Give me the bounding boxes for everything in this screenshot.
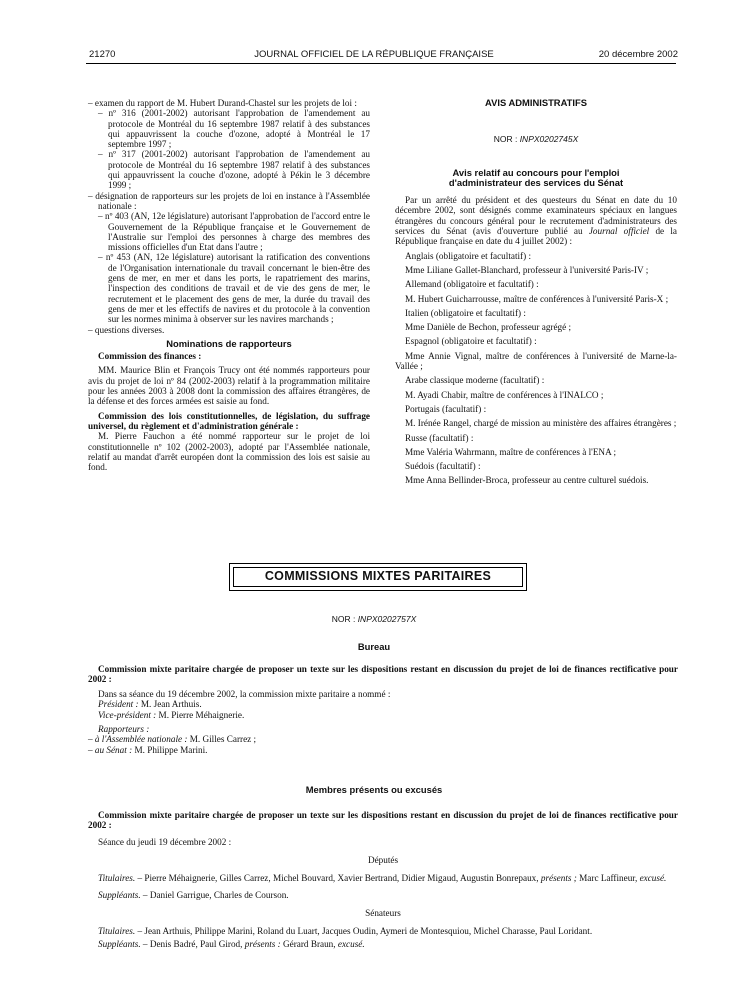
membres-heading: Membres présents ou excusés	[305, 784, 443, 795]
agenda-item-questions: – questions diverses.	[88, 324, 165, 335]
deputes-suppleants-label: Suppléants.	[98, 890, 141, 901]
examiner-language: Suédois (facultatif) :	[405, 461, 481, 472]
cmp-nor-label: NOR :	[331, 614, 358, 624]
cmp-nor	[0, 614, 748, 624]
header-rule	[86, 63, 676, 64]
deputes-excuse-label: excusé.	[639, 872, 667, 883]
nor-value: INPX0202745X	[519, 134, 579, 145]
bureau-commission-title: Commission mixte paritaire chargée de proposer un texte sur les dispositions restant en discussion du projet de loi de finances rectificative pour 2002 :	[88, 664, 678, 685]
deputes-titulaires	[88, 873, 678, 883]
president-name: M. Jean Arthuis.	[138, 699, 202, 710]
agenda-item-designation: – désignation de rapporteurs sur les projets de loi en instance à l'Assemblée nationale :	[88, 190, 370, 211]
examiner-person: Mme Danièle de Bechon, professeur agrégé ;	[405, 322, 572, 333]
president-line	[88, 699, 678, 709]
cmp-nor-value: INPX0202757X	[357, 614, 417, 624]
header-date: 20 décembre 2002	[598, 49, 678, 60]
examiner-person: M. Irénée Rangel, chargé de mission au ministère des affaires étrangères ;	[405, 418, 677, 429]
examiner-person: Mme Valéria Wahrmann, maître de conférences à l'ENA ;	[405, 446, 617, 457]
page-number: 21270	[89, 49, 116, 60]
left-column	[88, 98, 370, 472]
seance-line: Séance du jeudi 19 décembre 2002 :	[98, 836, 232, 847]
agenda-item-examen: – examen du rapport de M. Hubert Durand-Chastel sur les projets de loi :	[88, 98, 357, 108]
journal-title: JOURNAL OFFICIEL DE LA RÉPUBLIQUE FRANÇAISE	[254, 49, 494, 60]
deputes-heading: Députés	[367, 855, 399, 866]
senateurs-excuse-label: excusé.	[337, 939, 365, 950]
agenda-subitem-317: – nº 317 (2001-2002) autorisant l'approbation de l'amendement au protocole de Montréal du 16 septembre 1987 relatif à des substances qui appauvrissent la couche d'ozone, adopté à Pékin le 3 décembre 1999 ;	[98, 149, 370, 191]
examiner-person: Mme Annie Vignal, maître de conférences à l'université de Marne-la-Vallée ;	[395, 350, 677, 372]
intro-text-end: de la République française en date du 4 juillet 2002) :	[395, 226, 677, 247]
avis-nor	[395, 134, 677, 144]
examiner-person: M. Ayadi Chabir, maître de conférences à l'INALCO ;	[405, 389, 604, 400]
agenda-subitem-453: – nº 453 (AN, 12e législature) autorisant la ratification des conventions de l'Organisation internationale du travail concernant le bien-être des gens de mer, en mer et dans les ports, le rapatriement des marins, l'inspection des conditions de travail et de vie des gens de mer, le recrutement et le placement des gens de mer, la durée du travail des gens de mer et les effectifs de navires et du protocole à la convention sur les normes minima à observer sur les navires marchands ;	[98, 252, 370, 325]
rapporteur-senat-name: M. Philippe Marini.	[132, 744, 208, 755]
finances-paragraph: MM. Maurice Blin et François Trucy ont été nommés rapporteurs pour avis du projet de loi nº 84 (2002-2003) relatif à la programmation militaire pour les années 2003 à 2008 dont la commission des affaires étrangères, de la défense et des forces armées est saisie au fond.	[88, 365, 370, 407]
deputes-titulaires-absent: Marc Laffineur,	[576, 872, 640, 883]
senateurs-titulaires-label: Titulaires.	[98, 925, 136, 936]
vice-president-line	[88, 710, 678, 720]
rapporteur-an-label: à l'Assemblée nationale :	[94, 734, 188, 745]
examiner-language: Italien (obligatoire et facultatif) :	[405, 307, 526, 318]
rapporteur-senat-label: au Sénat :	[94, 744, 133, 755]
vice-president-label: Vice-président :	[98, 709, 157, 720]
bureau-heading: Bureau	[357, 641, 391, 652]
president-label: Président :	[98, 699, 139, 710]
agenda-subitem-316: – nº 316 (2001-2002) autorisant l'approbation de l'amendement au protocole de Montréal du 16 septembre 1987 relatif à des substances qui appauvrissent la couche d'ozone, adopté à Montréal le 17 septembre 1997 ;	[98, 108, 370, 150]
lois-heading: Commission des lois constitutionnelles, de législation, du suffrage universel, du règlement et d'administration générale :	[88, 410, 370, 431]
examiner-language: Anglais (obligatoire et facultatif) :	[405, 250, 532, 261]
agenda-subitem-403: – nº 403 (AN, 12e législature) autorisant l'approbation de l'accord entre le Gouvernement de la République française et le Gouvernement de l'Australie sur l'emploi des personnes à charge des membres des missions officielles d'un Etat dans l'autre ;	[98, 211, 370, 253]
rapporteur-an-line: – à l'Assemblée nationale : M. Gilles Carrez ;	[88, 734, 257, 745]
right-column	[395, 98, 677, 486]
senateurs-titulaires-names: – Jean Arthuis, Philippe Marini, Roland du Luart, Jacques Oudin, Aymeri de Montesquiou, Michel Charasse, Paul Loridant.	[135, 925, 593, 936]
examiner-language: Allemand (obligatoire et facultatif) :	[405, 279, 539, 290]
deputes-titulaires-names: – Pierre Méhaignerie, Gilles Carrez, Michel Bouvard, Xavier Bertrand, Didier Migaud, Augustin Bonrepaux,	[135, 872, 541, 883]
nominations-heading: Nominations de rapporteurs	[166, 337, 292, 349]
examiner-language: Arabe classique moderne (facultatif) :	[405, 375, 545, 386]
examiners-list	[395, 251, 677, 486]
senateurs-heading: Sénateurs	[365, 908, 401, 919]
examiner-person: Mme Liliane Gallet-Blanchard, professeur à l'université Paris-IV ;	[405, 264, 649, 275]
membres-section	[88, 810, 678, 950]
senateurs-titulaires	[88, 926, 678, 936]
examiner-language: Portugais (facultatif) :	[405, 403, 487, 414]
nor-label: NOR :	[493, 134, 520, 145]
senateurs-presents-label: présents :	[244, 939, 281, 950]
membres-commission-title: Commission mixte paritaire chargée de proposer un texte sur les dispositions restant en discussion du projet de loi de finances rectificative pour 2002 :	[88, 810, 678, 831]
intro-journal: Journal officiel	[588, 226, 650, 237]
deputes-suppleants	[88, 890, 678, 900]
deputes-presents-label: présents ;	[540, 872, 577, 883]
senateurs-suppleants-absent: Gérard Braun,	[280, 939, 338, 950]
rapporteur-senat-line: – au Sénat : M. Philippe Marini.	[88, 744, 208, 755]
senateurs-suppleants	[88, 939, 678, 949]
bureau-section	[88, 664, 678, 755]
examiner-person: M. Hubert Guicharrousse, maître de conférences à l'université Paris-X ;	[405, 293, 669, 304]
avis-intro	[395, 195, 677, 246]
senateurs-suppleants-names: – Denis Badré, Paul Girod,	[140, 939, 245, 950]
deputes-suppleants-names: – Daniel Garrigue, Charles de Courson.	[140, 890, 289, 901]
examiner-person: Mme Anna Bellinder-Broca, professeur au centre culturel suédois.	[405, 475, 649, 486]
intro-text: Par un arrêté du président et des questeurs du Sénat en date du 10 décembre 2002, sont désignés comme examinateurs spéciaux en langues étrangères du concours général pour le recrutement d'administrateurs des services du Sénat (avis d'ouverture publié au	[395, 195, 677, 237]
examiner-language: Espagnol (obligatoire et facultatif) :	[405, 336, 537, 347]
rapporteur-an-name: M. Gilles Carrez ;	[187, 734, 257, 745]
finances-heading: Commission des finances :	[98, 351, 202, 362]
senateurs-suppleants-label: Suppléants.	[98, 939, 141, 950]
lois-paragraph: M. Pierre Fauchon a été nommé rapporteur sur le projet de loi constitutionnelle nº 102 (2002-2003), adopté par l'Assemblée nationale, relatif au mandat d'arrêt européen dont la commission des lois est saisie au fond.	[88, 431, 370, 473]
avis-section-title: AVIS ADMINISTRATIFS	[485, 97, 587, 108]
deputes-titulaires-label: Titulaires.	[98, 872, 136, 883]
cmp-banner-title: COMMISSIONS MIXTES PARITAIRES	[233, 567, 523, 587]
examiner-language: Russe (facultatif) :	[405, 432, 474, 443]
rapporteurs-label: Rapporteurs :	[98, 724, 150, 735]
avis-title: Avis relatif au concours pour l'emploi d'administrateur des services du Sénat	[448, 166, 624, 188]
bureau-seance: Dans sa séance du 19 décembre 2002, la commission mixte paritaire a nommé :	[98, 688, 391, 699]
vice-president-name: M. Pierre Méhaignerie.	[156, 709, 245, 720]
cmp-banner	[229, 563, 527, 591]
